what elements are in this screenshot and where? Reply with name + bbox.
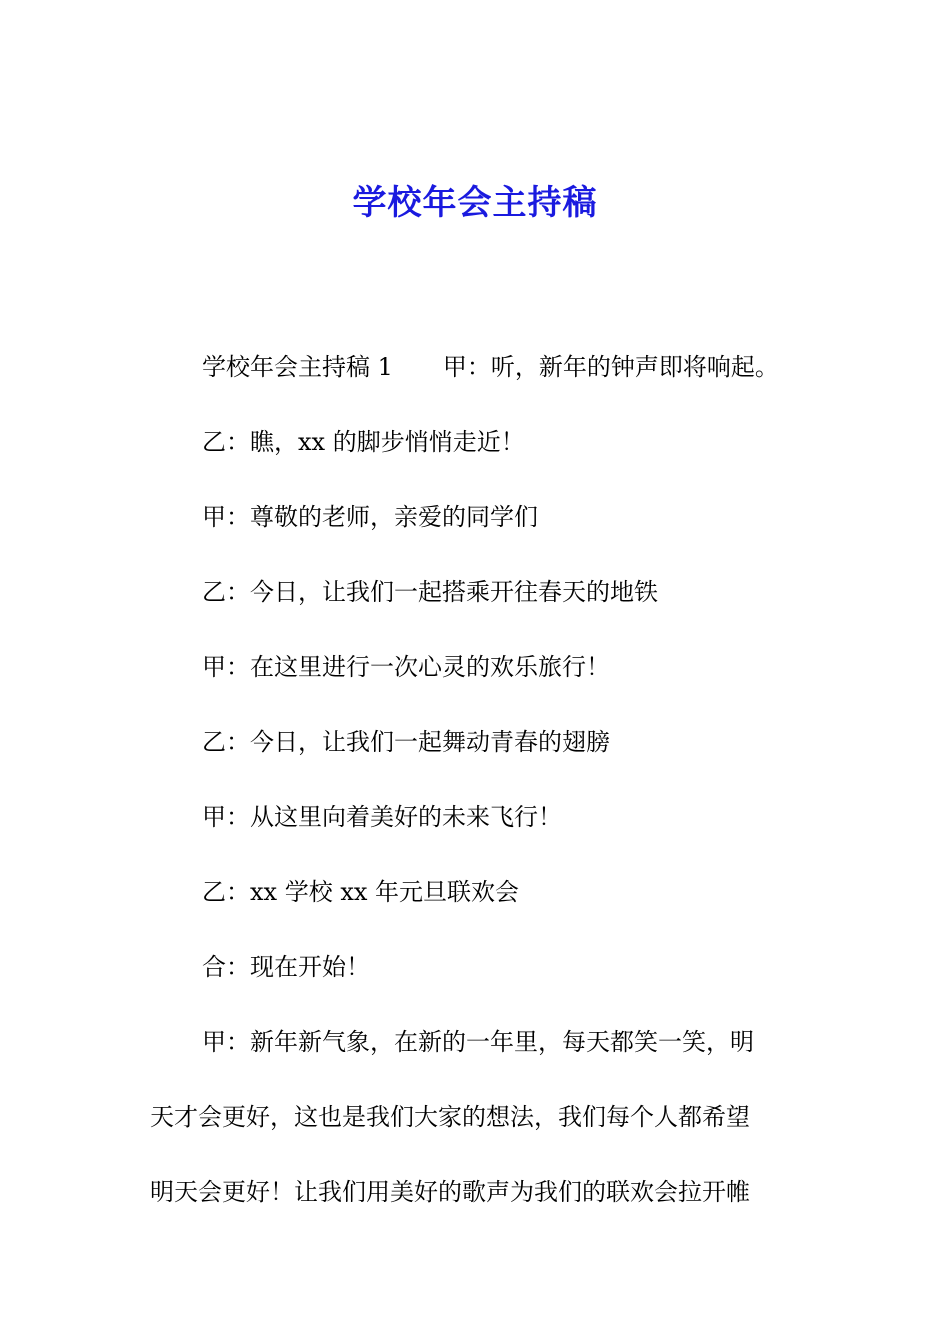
paragraph-line: 明天会更好！让我们用美好的歌声为我们的联欢会拉开帷	[150, 1178, 750, 1206]
dialogue-line: 甲：尊敬的老师，亲爱的同学们	[202, 503, 538, 531]
dialogue-line: 乙：今日，让我们一起搭乘开往春天的地铁	[202, 578, 658, 606]
paragraph-line: 天才会更好，这也是我们大家的想法，我们每个人都希望	[150, 1103, 750, 1131]
paragraph-heading-line	[150, 330, 800, 405]
dialogue-line: 甲：在这里进行一次心灵的欢乐旅行！	[202, 653, 610, 681]
dialogue-line: 乙：瞧，xx 的脚步悄悄走近！	[202, 428, 525, 456]
document-title: 学校年会主持稿	[352, 183, 598, 223]
dialogue-line: 乙：xx 学校 xx 年元旦联欢会	[202, 878, 520, 906]
dialogue-line: 乙：今日，让我们一起舞动青春的翅膀	[202, 728, 610, 756]
document-body	[150, 330, 800, 1230]
dialogue-line: 合：现在开始！	[202, 953, 370, 981]
section-heading: 学校年会主持稿 1	[202, 353, 393, 381]
dialogue-line: 甲：听，新年的钟声即将响起。	[442, 353, 779, 381]
paragraph-line: 甲：新年新气象，在新的一年里，每天都笑一笑，明	[202, 1028, 754, 1056]
dialogue-line: 甲：从这里向着美好的未来飞行！	[202, 803, 562, 831]
